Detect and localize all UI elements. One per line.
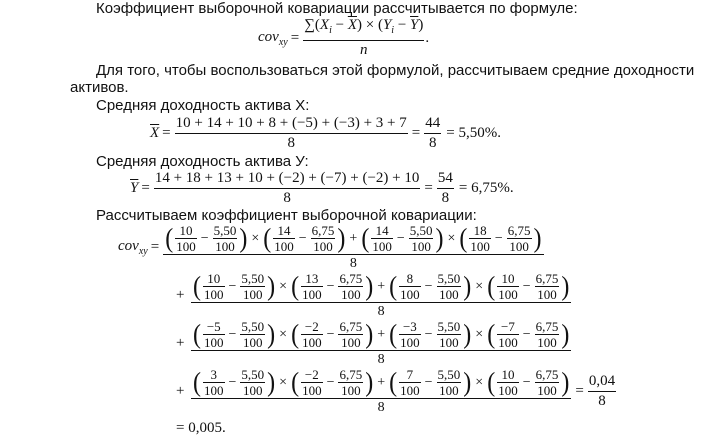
open-paren: (: [193, 319, 201, 350]
x-deviation-mean: [409, 224, 434, 253]
cov-row-fraction: [191, 272, 571, 319]
y-deviation-mean: [535, 272, 560, 301]
y-deviation-value-den: 100: [302, 287, 322, 302]
cov-denominator: n: [360, 42, 368, 58]
x-deviation-value: [399, 320, 421, 349]
close-paren: ): [463, 271, 472, 302]
plus-sign: +: [176, 383, 185, 399]
close-paren: ): [533, 223, 542, 254]
x-deviation-value-den: 100: [372, 239, 392, 254]
y-deviation-value-num: 10: [501, 367, 515, 382]
mean-y-heading: Средняя доходность актива У:: [96, 153, 309, 170]
x-deviation-mean: [240, 272, 265, 301]
y-deviation-value: [497, 320, 519, 349]
y-deviation-value-num: 18: [473, 223, 487, 238]
y-deviation-value: [301, 272, 323, 301]
x-deviation-mean-den: 100: [243, 287, 263, 302]
x-deviation-value: [399, 272, 421, 301]
x-deviation-mean-num: 5,50: [241, 367, 265, 382]
y-deviation-value: [301, 320, 323, 349]
mean-y-fraction: [154, 170, 421, 207]
x-deviation-mean-num: 5,50: [241, 271, 265, 286]
plus-sign: +: [377, 327, 386, 342]
close-paren: ): [561, 319, 570, 350]
close-paren: ): [463, 367, 472, 398]
cov-label: cov$_{xy}$: [258, 28, 288, 48]
times-sign: ×: [475, 375, 484, 390]
close-paren: ): [365, 271, 374, 302]
open-paren: (: [193, 271, 201, 302]
mean-y-label: $\overline{Y}$: [130, 180, 139, 196]
cov-row-denominator: 8: [377, 352, 385, 367]
y-deviation-mean: [507, 224, 532, 253]
y-deviation-mean-num: 6,75: [311, 223, 335, 238]
open-paren: (: [389, 319, 398, 350]
x-deviation-mean-den: 100: [439, 287, 459, 302]
x-deviation-mean: [240, 368, 265, 397]
y-deviation: [458, 224, 542, 253]
total-fraction: [588, 373, 616, 410]
open-paren: (: [459, 223, 468, 254]
x-deviation-mean-num: 5,50: [213, 223, 237, 238]
mean-x-fraction-2: [424, 115, 441, 152]
minus-sign: −: [326, 375, 335, 390]
y-deviation-value-num: 14: [277, 223, 291, 238]
final-result: = 0,005.: [176, 420, 226, 436]
cov-row-fraction: [163, 224, 543, 271]
minus-sign: −: [200, 231, 209, 246]
x-deviation-value-num: 10: [179, 223, 193, 238]
x-deviation-value-den: 100: [204, 335, 224, 350]
y-deviation-mean-den: 100: [537, 335, 557, 350]
y-deviation-mean: [338, 272, 363, 301]
y-deviation-value-den: 100: [274, 239, 294, 254]
intro-line: Коэффициент выборочной ковариации рассчитывается по формуле:: [96, 0, 578, 17]
equals-sign: =: [150, 239, 160, 255]
x-deviation-mean-num: 5,50: [437, 319, 461, 334]
equals-sign: =: [575, 383, 584, 399]
y-deviation-value: [497, 368, 519, 397]
x-deviation-mean-num: 5,50: [241, 319, 265, 334]
y-deviation: [290, 368, 374, 397]
plus-sign: +: [377, 375, 386, 390]
open-paren: (: [389, 367, 398, 398]
x-deviation-value-den: 100: [400, 287, 420, 302]
minus-sign: −: [396, 231, 405, 246]
x-deviation-value-num: −5: [206, 319, 221, 334]
y-deviation: [486, 320, 570, 349]
minus-sign: −: [424, 327, 433, 342]
y-deviation-value-den: 100: [498, 383, 518, 398]
cov-row-fraction: [191, 368, 571, 415]
x-deviation: [164, 224, 248, 253]
open-paren: (: [291, 367, 300, 398]
times-sign: ×: [475, 327, 484, 342]
mean-x-result: = 5,50%.: [446, 125, 501, 141]
cov-row-denominator: 8: [377, 304, 385, 319]
minus-sign: −: [326, 279, 335, 294]
times-sign: ×: [447, 231, 456, 246]
cov-row-denominator: 8: [349, 256, 357, 271]
equals-sign: =: [290, 29, 300, 46]
y-deviation-mean-den: 100: [537, 383, 557, 398]
y-deviation-value: [497, 272, 519, 301]
minus-sign: −: [522, 327, 531, 342]
x-deviation-value: [203, 368, 225, 397]
x-deviation-mean: [437, 272, 462, 301]
plus-sign: +: [176, 335, 185, 351]
mean-x-label: $\overline{X}$: [150, 125, 160, 141]
x-deviation-mean-den: 100: [411, 239, 431, 254]
x-deviation-value: [371, 224, 393, 253]
total-denominator: 8: [598, 393, 606, 409]
y-deviation-mean-den: 100: [341, 383, 361, 398]
open-paren: (: [193, 367, 201, 398]
cov-formula: [258, 17, 429, 59]
mean-x-numerator: 10 + 14 + 10 + 8 + (−5) + (−3) + 3 + 7: [175, 115, 407, 131]
x-deviation: [388, 320, 472, 349]
y-deviation-mean-den: 100: [313, 239, 333, 254]
y-deviation-value-num: −2: [304, 367, 319, 382]
y-deviation-mean: [311, 224, 336, 253]
cov-row-numerator: [163, 224, 543, 254]
x-deviation-mean-num: 5,50: [409, 223, 433, 238]
plus-sign: +: [176, 287, 185, 303]
x-deviation-value-den: 100: [204, 287, 224, 302]
cov-row: [176, 368, 617, 415]
y-deviation-mean: [338, 320, 363, 349]
x-deviation-value-den: 100: [400, 335, 420, 350]
x-deviation: [388, 272, 472, 301]
x-deviation-mean: [213, 224, 238, 253]
x-deviation: [360, 224, 444, 253]
times-sign: ×: [251, 231, 260, 246]
minus-sign: −: [424, 375, 433, 390]
x-deviation-value-num: 8: [406, 271, 414, 286]
cov-heading: Рассчитываем коэффициент выборочной ковариации:: [96, 207, 477, 224]
close-paren: ): [365, 319, 374, 350]
x-deviation-value: [203, 320, 225, 349]
x-deviation-mean: [240, 320, 265, 349]
x-deviation-value-num: 10: [207, 271, 221, 286]
close-paren: ): [267, 271, 276, 302]
close-paren: ): [239, 223, 248, 254]
y-deviation: [290, 320, 374, 349]
mean-y-result: = 6,75%.: [458, 180, 514, 196]
plus-sign: +: [377, 279, 386, 294]
times-sign: ×: [475, 279, 484, 294]
y-deviation: [486, 272, 570, 301]
mean-y-numerator-2: 54: [437, 170, 453, 186]
y-deviation-value-den: 100: [302, 383, 322, 398]
mean-x-fraction: [175, 115, 408, 152]
mean-y-denominator: 8: [283, 190, 291, 206]
mean-x-formula: $\overline{X}$ = $\frac{10 + 14 + 10 + 8 + (-5) + (-3) + 3 + 7}{8}$ = $\frac{44}{8}$ = 5,50%.: [150, 115, 501, 151]
close-paren: ): [561, 367, 570, 398]
y-deviation-mean-num: 6,75: [535, 271, 559, 286]
close-paren: ): [365, 367, 374, 398]
close-paren: ): [267, 367, 276, 398]
paragraph-line-2: активов.: [70, 79, 129, 96]
mean-y-denominator-2: 8: [441, 190, 450, 206]
x-deviation-value-num: 7: [406, 367, 414, 382]
y-deviation-mean-num: 6,75: [535, 367, 559, 382]
minus-sign: −: [228, 279, 237, 294]
mean-y-numerator: 14 + 18 + 13 + 10 + (−2) + (−7) + (−2) + 10: [154, 170, 420, 186]
y-deviation-mean-num: 6,75: [339, 271, 363, 286]
y-deviation: [486, 368, 570, 397]
x-deviation-mean: [437, 368, 462, 397]
cov-label: cov$_{xy}$: [118, 238, 148, 257]
y-deviation-mean: [535, 320, 560, 349]
x-deviation-value-den: 100: [204, 383, 224, 398]
y-deviation-value-den: 100: [498, 335, 518, 350]
cov-row-numerator: [191, 272, 571, 302]
x-deviation-value-den: 100: [176, 239, 196, 254]
y-deviation-value-num: 13: [305, 271, 319, 286]
y-deviation-mean-den: 100: [341, 335, 361, 350]
x-deviation-mean-den: 100: [439, 335, 459, 350]
open-paren: (: [291, 319, 300, 350]
close-paren: ): [337, 223, 346, 254]
open-paren: (: [291, 271, 300, 302]
open-paren: (: [389, 271, 398, 302]
mean-y-formula: $\overline{Y}$ = $\frac{14 + 18 + 13 + 10 + (-2) + (-7) + (-2) + 10}{8}$ = $\frac{54}{8}$ = 6,75%.: [130, 170, 514, 206]
open-paren: (: [165, 223, 174, 254]
minus-sign: −: [522, 279, 531, 294]
cov-row-fraction: [191, 320, 571, 367]
y-deviation-mean-num: 6,75: [507, 223, 531, 238]
mean-x-denominator: 8: [287, 135, 295, 151]
open-paren: (: [263, 223, 272, 254]
plus-sign: +: [349, 231, 358, 246]
y-deviation-value-den: 100: [470, 239, 490, 254]
close-paren: ): [463, 319, 472, 350]
x-deviation: [192, 320, 276, 349]
minus-sign: −: [298, 231, 307, 246]
mean-y-fraction-2: [437, 170, 454, 207]
close-paren: ): [435, 223, 444, 254]
mean-x-denominator-2: 8: [428, 135, 437, 151]
y-deviation: [262, 224, 346, 253]
x-deviation-value-num: −3: [402, 319, 417, 334]
mean-x-numerator-2: 44: [425, 115, 441, 131]
close-paren: ): [267, 319, 276, 350]
minus-sign: −: [228, 327, 237, 342]
y-deviation-value-num: −2: [304, 319, 319, 334]
total-numerator: 0,04: [588, 373, 616, 389]
x-deviation-value-num: 14: [375, 223, 389, 238]
y-deviation: [290, 272, 374, 301]
y-deviation-value-den: 100: [302, 335, 322, 350]
x-deviation-mean-den: 100: [215, 239, 235, 254]
y-deviation-mean-num: 6,75: [339, 367, 363, 382]
y-deviation-value: [301, 368, 323, 397]
x-deviation-value-den: 100: [400, 383, 420, 398]
y-deviation-mean-den: 100: [537, 287, 557, 302]
y-deviation-mean: [338, 368, 363, 397]
x-deviation-mean-den: 100: [243, 335, 263, 350]
cov-row-denominator: 8: [377, 400, 385, 415]
minus-sign: −: [228, 375, 237, 390]
cov-row: [176, 272, 572, 319]
x-deviation-value: [399, 368, 421, 397]
y-deviation-value-den: 100: [498, 287, 518, 302]
open-paren: (: [361, 223, 370, 254]
open-paren: (: [487, 271, 496, 302]
times-sign: ×: [279, 279, 288, 294]
x-deviation-mean-num: 5,50: [437, 271, 461, 286]
x-deviation-mean-den: 100: [439, 383, 459, 398]
times-sign: ×: [279, 327, 288, 342]
y-deviation-value: [273, 224, 295, 253]
y-deviation-value-num: 10: [501, 271, 515, 286]
cov-numerator: $\sum(X_i - \overline{X}) \times (Y_i - \overline{Y})$: [304, 17, 424, 36]
y-deviation-mean-den: 100: [341, 287, 361, 302]
y-deviation-mean: [535, 368, 560, 397]
cov-row-numerator: [191, 320, 571, 350]
y-deviation-value: [469, 224, 491, 253]
y-deviation-value-num: −7: [501, 319, 515, 334]
x-deviation-mean-num: 5,50: [437, 367, 461, 382]
paragraph-line-1: Для того, чтобы воспользоваться этой формулой, рассчитываем средние доходности: [96, 62, 695, 79]
x-deviation: [192, 368, 276, 397]
open-paren: (: [487, 367, 496, 398]
cov-row: [118, 224, 545, 271]
x-deviation: [192, 272, 276, 301]
cov-fraction: [303, 17, 424, 59]
close-paren: ): [561, 271, 570, 302]
y-deviation-mean-den: 100: [509, 239, 529, 254]
y-deviation-mean-num: 6,75: [339, 319, 363, 334]
minus-sign: −: [326, 327, 335, 342]
x-deviation-value: [175, 224, 197, 253]
y-deviation-mean-num: 6,75: [535, 319, 559, 334]
period: .: [425, 29, 430, 46]
x-deviation-value-num: 3: [210, 367, 217, 382]
x-deviation-mean-den: 100: [243, 383, 263, 398]
minus-sign: −: [494, 231, 503, 246]
x-deviation-mean: [437, 320, 462, 349]
minus-sign: −: [522, 375, 531, 390]
x-deviation: [388, 368, 472, 397]
minus-sign: −: [424, 279, 433, 294]
x-deviation-value: [203, 272, 225, 301]
mean-x-heading: Средняя доходность актива X:: [96, 97, 310, 114]
open-paren: (: [487, 319, 496, 350]
times-sign: ×: [279, 375, 288, 390]
cov-row-numerator: [191, 368, 571, 398]
cov-row: [176, 320, 572, 367]
